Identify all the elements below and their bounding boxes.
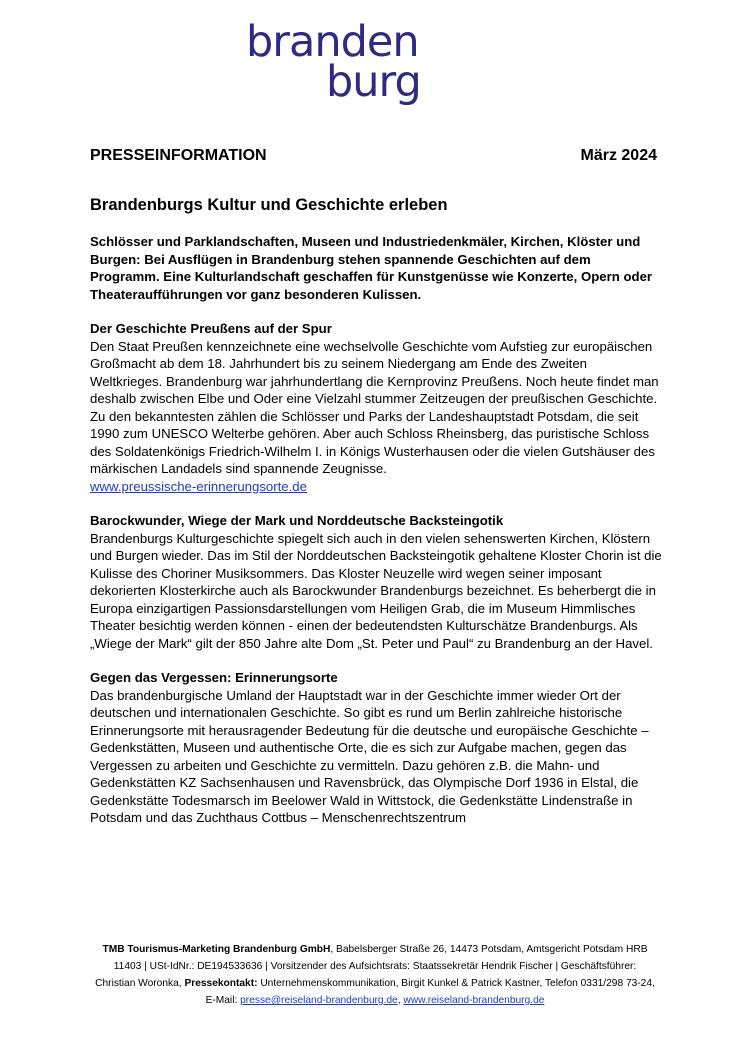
footer-address: , Babelsberger Straße 26, 14473 Potsdam, Amtsgericht Potsdam HRB 11403 | USt-IdNr.: DE194533636 | Vorsitzender des Aufsichtsrats: Staatssekretär Hendrik Fischer | Geschäftsführer: Christian Woronka, [95,944,648,989]
section-text: Brandenburgs Kulturgeschichte spiegelt sich auch in den vielen sehenswerten Kirchen, Klöstern und Burgen wieder. Das im Stil der Norddeutschen Backsteingotik gehaltene Kloster Chorin ist die Kulisse des Choriner Musiksommers. Das Kloster Neuzelle wird wegen seiner imposant dekorierten Klosterkirche auch als Barockwunder Brandenburgs bezeichnet. Es beherbergt die in Europa einzigartigen Passionsdarstellungen vom Heiligen Grab, die im Museum Himmlisches Theater besichtig werden können - einen der bedeutendsten Kulturschätze Brandenburgs. Als „Wiege der Mark“ gilt der 850 Jahre alte Dom „St. Peter und Paul“ zu Brandenburg an der Havel. [90,530,662,651]
preussen-link[interactable]: www.preussische-erinnerungsorte.de [90,478,307,494]
footer-contact: Unternehmenskommunikation, Birgit Kunkel & Patrick Kastner, Telefon 0331/298 73-24, E-Mail: [205,978,655,1006]
footer-website-link[interactable]: www.reiseland-brandenburg.de [403,995,545,1006]
lead-paragraph: Schlösser und Parklandschaften, Museen und Industriedenkmäler, Kirchen, Klöster und Burgen: Bei Ausflügen in Brandenburg stehen spannende Geschichten auf dem Programm. Eine Kulturlandschaft geschaffen für Kunstgenüsse wie Konzerte, Opern oder Theateraufführungen vor ganz besonderen Kulissen. [90,234,653,302]
document-date: März 2024 [580,147,657,164]
section-text: Das brandenburgische Umland der Hauptstadt war in der Geschichte immer wieder Ort der deutschen und internationalen Geschichte. So gibt es rund um Berlin zahlreiche historische Erinnerungsorte mit herausragender Bedeutung für die deutsche und europäische Geschichte – Gedenkstätten, Museen und authentische Orte, die es sich zur Aufgabe machen, gegen das Vergessen zu arbeiten und Geschichte zu vermitteln. Dazu gehören z.B. die Mahn- und Gedenkstätten KZ Sachsenhausen und Ravensbrück, das Olympische Dorf 1936 in Elstal, die Gedenkstätte Todesmarsch im Beelower Wald in Wittstock, die Gedenkstätte Lindenstraße in Potsdam und das Zuchthaus Cottbus – Menschenrechtszentrum [90,687,649,825]
logo-line-1: branden [246,17,419,67]
section-heading: Gegen das Vergessen: Erinnerungsorte [90,670,338,685]
document-header [90,146,657,166]
article-body [90,233,662,844]
footer-separator: , [397,995,404,1006]
brandenburg-logo [246,17,446,107]
footer-email-link[interactable]: presse@reiseland-brandenburg.de [240,995,398,1006]
footer-company: TMB Tourismus-Marketing Brandenburg GmbH [102,944,331,955]
section-erinnerungsorte [90,669,662,827]
press-label: PRESSEINFORMATION [90,147,267,164]
section-preussen [90,320,662,495]
footer-contact-label: Pressekontakt: [184,978,258,989]
logo-line-2: burg [326,57,421,107]
page-title: Brandenburgs Kultur und Geschichte erleben [90,196,448,214]
section-heading: Der Geschichte Preußens auf der Spur [90,321,332,336]
section-text: Den Staat Preußen kennzeichnete eine wechselvolle Geschichte vom Aufstieg zur europäischen Großmacht ab dem 18. Jahrhundert bis zu seinem Niedergang am Ende des Zweiten Weltkrieges. Brandenburg war jahrhundertlang die Kernprovinz Preußens. Noch heute findet man deshalb zwischen Elbe und Oder eine Vielzahl stummer Zeitzeugen der preußischen Geschichte. Zu den bekanntesten zählen die Schlösser und Parks der Landeshauptstadt Potsdam, die seit 1990 zum UNESCO Welterbe gehören. Aber auch Schloss Rheinsberg, das puristische Schloss des Soldatenkönigs Friedrich-Wilhelm I. in Königs Wusterhausen oder die vielen Gutshäuser des märkischen Landadels sind spannende Zeugnisse. [90,338,659,476]
section-barockwunder [90,512,662,652]
section-heading: Barockwunder, Wiege der Mark und Norddeutsche Backsteingotik [90,513,504,528]
page-footer [95,941,655,1009]
